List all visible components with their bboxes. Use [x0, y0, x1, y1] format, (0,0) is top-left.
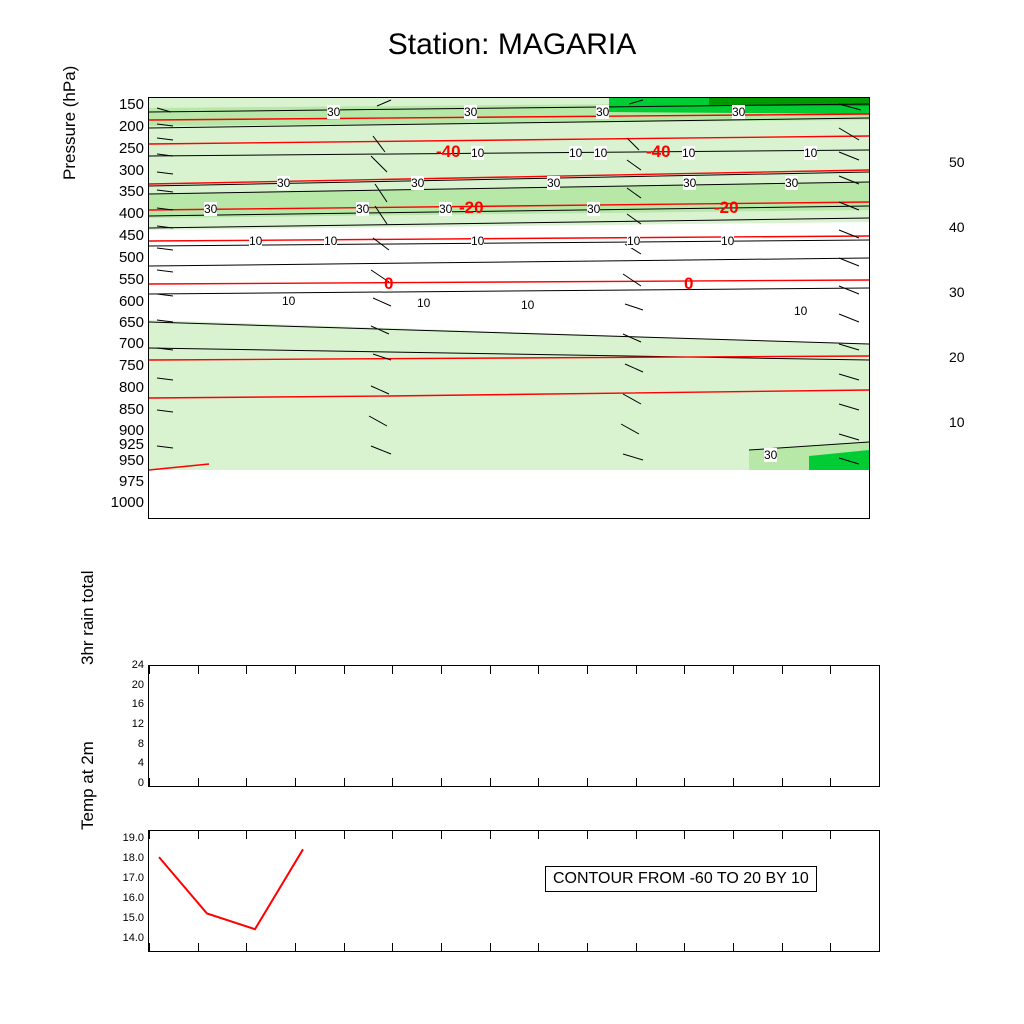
temp-panel-label: Temp at 2m: [78, 741, 97, 830]
temp-tick: 14.0: [122, 932, 144, 944]
colorbar-label: 30: [949, 284, 965, 300]
pressure-tick: 800: [118, 379, 144, 397]
axis-tick: [733, 943, 734, 951]
axis-tick: [198, 831, 199, 839]
axis-tick: [733, 778, 734, 786]
axis-tick: [830, 943, 831, 951]
axis-tick: [733, 831, 734, 839]
axis-tick: [879, 778, 880, 786]
axis-tick: [344, 778, 345, 786]
axis-tick: [587, 831, 588, 839]
pressure-tick: 1000: [110, 494, 144, 511]
pressure-tick: 250: [118, 139, 144, 157]
axis-tick: [636, 943, 637, 951]
pressure-tick: 975: [118, 473, 144, 491]
axis-tick: [684, 666, 685, 674]
axis-tick: [344, 666, 345, 674]
axis-tick: [879, 943, 880, 951]
axis-tick: [636, 778, 637, 786]
colorbar: [905, 97, 1015, 489]
pressure-tick: 850: [118, 401, 144, 419]
axis-tick: [246, 666, 247, 674]
axis-tick: [830, 831, 831, 839]
rain-tick: 0: [137, 777, 144, 789]
temp-tick: 19.0: [122, 832, 144, 844]
pressure-tick: 450: [118, 226, 144, 244]
axis-tick: [684, 778, 685, 786]
rain-tick: 16: [131, 698, 144, 711]
pressure-tick: 700: [118, 335, 144, 353]
axis-tick: [782, 943, 783, 951]
axis-tick: [149, 666, 150, 674]
axis-tick: [441, 666, 442, 674]
pressure-tick: 550: [118, 270, 144, 288]
pressure-tick: 750: [118, 357, 144, 375]
axis-tick: [246, 831, 247, 839]
axis-tick: [782, 831, 783, 839]
axis-tick: [782, 666, 783, 674]
colorbar-label: 20: [949, 349, 965, 365]
temp-tick: 16.0: [122, 892, 144, 904]
rain-tick: 20: [131, 678, 144, 691]
axis-tick: [879, 666, 880, 674]
axis-tick: [636, 666, 637, 674]
axis-tick: [490, 666, 491, 674]
axis-tick: [392, 778, 393, 786]
axis-tick: [149, 831, 150, 839]
axis-tick: [392, 666, 393, 674]
axis-tick: [441, 778, 442, 786]
axis-tick: [149, 943, 150, 951]
axis-tick: [441, 831, 442, 839]
temp-tick: 18.0: [122, 852, 144, 864]
axis-tick: [490, 943, 491, 951]
pressure-tick: 200: [118, 117, 144, 135]
colorbar-label: 40: [949, 219, 965, 235]
page-title: Station: MAGARIA: [387, 28, 637, 61]
axis-tick: [295, 831, 296, 839]
axis-tick: [830, 666, 831, 674]
axis-tick: [246, 943, 247, 951]
rain-tick: 8: [137, 737, 144, 750]
axis-tick: [684, 943, 685, 951]
axis-tick: [538, 943, 539, 951]
axis-tick: [587, 778, 588, 786]
pressure-tick: 400: [118, 204, 144, 222]
axis-tick: [392, 943, 393, 951]
pressure-tick: 500: [118, 248, 144, 266]
pressure-tick: 950: [118, 452, 144, 470]
pressure-tick: 350: [118, 182, 144, 200]
axis-tick: [733, 666, 734, 674]
axis-tick: [587, 943, 588, 951]
axis-tick: [198, 666, 199, 674]
axis-tick: [198, 943, 199, 951]
rain-panel-label: 3hr rain total: [78, 570, 97, 665]
pressure-axis-label: Pressure (hPa): [60, 65, 79, 180]
temp-tick: 17.0: [122, 872, 144, 884]
rain-tick: 4: [137, 757, 144, 770]
rain-tick: 24: [131, 659, 144, 671]
rain-panel[interactable]: [148, 665, 880, 787]
colorbar-label: 50: [949, 154, 965, 170]
axis-tick: [295, 778, 296, 786]
axis-tick: [782, 778, 783, 786]
pressure-tick: 600: [118, 292, 144, 310]
pressure-tick: 925: [118, 436, 144, 454]
colorbar-label: 10: [949, 414, 965, 430]
axis-tick: [879, 831, 880, 839]
axis-tick: [684, 831, 685, 839]
pressure-tick: 150: [118, 96, 144, 113]
axis-tick: [636, 831, 637, 839]
axis-tick: [392, 831, 393, 839]
pressure-tick: 650: [118, 313, 144, 331]
temp-tick-labels: [96, 830, 144, 950]
pressure-tick: 900: [118, 422, 144, 440]
axis-tick: [246, 778, 247, 786]
axis-tick: [538, 831, 539, 839]
rain-tick: 12: [131, 718, 144, 730]
axis-tick: [538, 778, 539, 786]
contour-note: CONTOUR FROM -60 TO 20 BY 10: [545, 866, 817, 892]
axis-tick: [830, 778, 831, 786]
axis-tick: [295, 666, 296, 674]
temp-tick: 15.0: [122, 912, 144, 924]
axis-tick: [344, 831, 345, 839]
axis-tick: [295, 943, 296, 951]
contour-label-group: 30 30 30 30 -40 10 10 10 -40 10 10 30 30 30 30 30 30 30 30 -20 30 -20 10 10 10 10 10 0 0 10 10 10 10 30: [204, 105, 818, 462]
axis-tick: [344, 943, 345, 951]
axis-tick: [441, 943, 442, 951]
axis-tick: [149, 778, 150, 786]
axis-tick: [490, 831, 491, 839]
pressure-tick: 300: [118, 161, 144, 179]
pressure-tick-labels: [82, 97, 144, 517]
cross-section-plot[interactable]: [148, 97, 870, 519]
axis-tick: [490, 778, 491, 786]
axis-tick: [587, 666, 588, 674]
rain-tick-labels: [100, 659, 144, 789]
axis-tick: [538, 666, 539, 674]
axis-tick: [198, 778, 199, 786]
